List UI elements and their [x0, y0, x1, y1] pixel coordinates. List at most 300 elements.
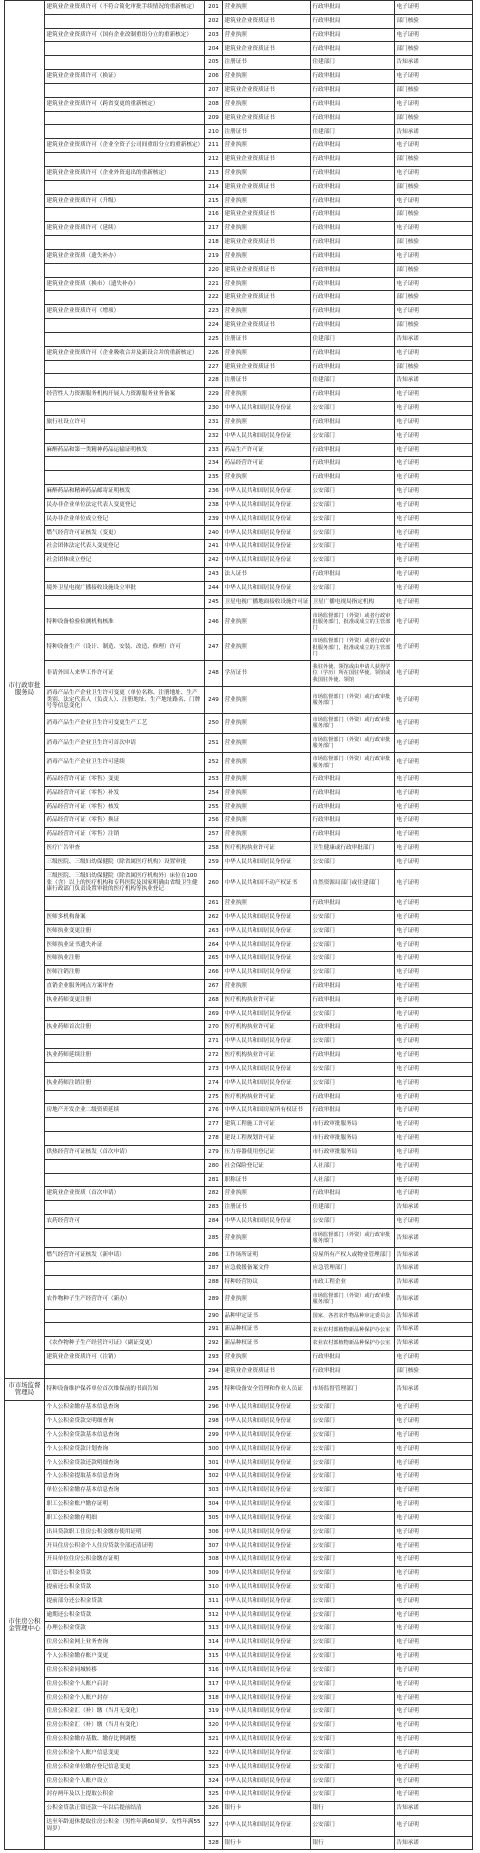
material-cell: 药品生产许可证 — [223, 443, 311, 457]
table-row — [5, 1323, 473, 1337]
verification-method-cell: 电子证明 — [395, 910, 473, 924]
issuing-authority-cell: 行政审批局 — [311, 1351, 395, 1365]
verification-method-cell: 电子证明 — [395, 1816, 473, 1837]
material-cell: 营业执照 — [223, 222, 311, 236]
verification-method-cell: 电子证明 — [395, 1774, 473, 1788]
material-cell: 中华人民共和国居民身份证 — [223, 402, 311, 416]
verification-method-cell: 电子证明 — [395, 1650, 473, 1664]
verification-method-cell: 电子证明 — [395, 635, 473, 661]
verification-method-cell: 电子证明 — [395, 1187, 473, 1201]
material-cell: 建筑业企业资质证书 — [223, 360, 311, 374]
serial-number-cell: 318 — [205, 1691, 223, 1705]
table-row — [5, 567, 473, 581]
table-row — [5, 1608, 473, 1622]
verification-method-cell: 部门核验 — [395, 263, 473, 277]
issuing-authority-cell: 公安部门 — [311, 1774, 395, 1788]
issuing-authority-cell: 市行政审批服务局 — [311, 1132, 395, 1146]
serial-number-cell: 205 — [205, 56, 223, 70]
table-row — [5, 800, 473, 814]
serial-number-cell: 280 — [205, 1159, 223, 1173]
item-name-cell: 民办非企业单位成立登记 — [45, 512, 205, 526]
table-row — [5, 125, 473, 139]
verification-method-cell: 电子证明 — [395, 938, 473, 952]
verification-method-cell: 电子证明 — [395, 1118, 473, 1132]
verification-method-cell: 电子证明 — [395, 1705, 473, 1719]
serial-number-cell: 326 — [205, 1802, 223, 1816]
item-name-cell: 社会团体成立登记 — [45, 554, 205, 568]
verification-method-cell: 电子证明 — [395, 1414, 473, 1428]
item-name-cell: 个人公积金缴存基本信息查询 — [45, 1401, 205, 1415]
table-row — [5, 581, 473, 595]
item-name-cell: 旅行社设立许可 — [45, 415, 205, 429]
verification-method-cell: 电子证明 — [395, 1580, 473, 1594]
table-row — [5, 686, 473, 713]
issuing-authority-cell: 卫星广播电视局指定机构 — [311, 595, 395, 609]
serial-number-cell: 315 — [205, 1650, 223, 1664]
issuing-authority-cell: 农业农村部植物新品种保护办公室 — [311, 1337, 395, 1351]
verification-method-cell: 电子证明 — [395, 1788, 473, 1802]
table-row — [5, 332, 473, 346]
item-name-cell: 正常还公积金贷款 — [45, 1567, 205, 1581]
serial-number-cell: 236 — [205, 484, 223, 498]
issuing-authority-cell: 公安部门 — [311, 1497, 395, 1511]
serial-number-cell: 305 — [205, 1511, 223, 1525]
material-cell: 中华人民共和国不动产权证书 — [223, 869, 311, 896]
issuing-authority-cell: 公安部门 — [311, 1746, 395, 1760]
issuing-authority-cell: 行政审批局 — [311, 828, 395, 842]
verification-method-cell: 电子证明 — [395, 814, 473, 828]
item-name-cell — [45, 374, 205, 388]
serial-number-cell: 227 — [205, 360, 223, 374]
verification-method-cell: 告知承诺 — [395, 1836, 473, 1850]
issuing-authority-cell: 行政审批局 — [311, 360, 395, 374]
material-cell: 营业执照 — [223, 772, 311, 786]
item-name-cell — [45, 1062, 205, 1076]
verification-method-cell: 部门核验 — [395, 83, 473, 97]
issuing-authority-cell: 行政审批局 — [311, 194, 395, 208]
table-row — [5, 277, 473, 291]
material-cell: 中华人民共和国居民身份证 — [223, 429, 311, 443]
item-name-cell: 建筑业企业资质许可（企业外资退出的重新核定） — [45, 166, 205, 180]
verification-method-cell: 告知承诺 — [395, 1228, 473, 1248]
table-row — [5, 1746, 473, 1760]
serial-number-cell: 247 — [205, 635, 223, 661]
table-row — [5, 1201, 473, 1215]
material-cell: 营业执照 — [223, 1228, 311, 1248]
material-cell: 医疗机构执业许可证 — [223, 1090, 311, 1104]
material-cell: 建筑业企业资质证书 — [223, 319, 311, 333]
serial-number-cell: 328 — [205, 1836, 223, 1850]
issuing-authority-cell: 住建部门 — [311, 56, 395, 70]
serial-number-cell: 273 — [205, 1062, 223, 1076]
verification-method-cell: 电子证明 — [395, 1497, 473, 1511]
serial-number-cell: 303 — [205, 1484, 223, 1498]
serial-number-cell: 266 — [205, 966, 223, 980]
item-name-cell — [45, 595, 205, 609]
verification-method-cell: 电子证明 — [395, 1567, 473, 1581]
table-row — [5, 1705, 473, 1719]
issuing-authority-cell: 行政审批局 — [311, 180, 395, 194]
item-name-cell — [45, 1323, 205, 1337]
verification-method-cell: 电子证明 — [395, 609, 473, 635]
item-name-cell: 建筑业企业资质许可（企业全资子公司间重组分立的重新核定） — [45, 139, 205, 153]
verification-method-cell: 电子证明 — [395, 1677, 473, 1691]
serial-number-cell: 294 — [205, 1364, 223, 1378]
verification-method-cell: 电子证明 — [395, 1159, 473, 1173]
item-name-cell: 建筑业企业资质（换市）（遗失补办） — [45, 277, 205, 291]
issuing-authority-cell: 行政审批局 — [311, 83, 395, 97]
item-name-cell — [45, 263, 205, 277]
table-row — [5, 1816, 473, 1837]
serial-number-cell: 288 — [205, 1276, 223, 1290]
item-name-cell: 单位公积金缴存基本信息查询 — [45, 1484, 205, 1498]
issuing-authority-cell: 行政审批局 — [311, 772, 395, 786]
serial-number-cell: 268 — [205, 993, 223, 1007]
verification-method-cell: 电子证明 — [395, 1691, 473, 1705]
verification-method-cell: 电子证明 — [395, 402, 473, 416]
issuing-authority-cell: 行政审批局 — [311, 1049, 395, 1063]
issuing-authority-cell: 公安部门 — [311, 1035, 395, 1049]
table-row — [5, 153, 473, 167]
verification-method-cell: 电子证明 — [395, 443, 473, 457]
material-cell: 工作场所证明 — [223, 1248, 311, 1262]
item-name-cell: 直销企业服务网点方案审查 — [45, 979, 205, 993]
verification-method-cell: 电子证明 — [395, 1401, 473, 1415]
issuing-authority-cell: 市行政审批服务局 — [311, 1145, 395, 1159]
material-cell: 注册证书 — [223, 56, 311, 70]
table-row — [5, 388, 473, 402]
item-name-cell: 特种设备维护保养单位首次维保前的书面告知 — [45, 1378, 205, 1401]
issuing-authority-cell: 公安部门 — [311, 402, 395, 416]
serial-number-cell: 265 — [205, 952, 223, 966]
issuing-authority-cell: 农业农村部植物新品种保护办公室 — [311, 1323, 395, 1337]
material-cell: 中华人民共和国居民身份证 — [223, 1428, 311, 1442]
verification-method-cell: 部门核验 — [395, 236, 473, 250]
material-cell: 营业执照 — [223, 139, 311, 153]
table-row — [5, 772, 473, 786]
verification-method-cell: 电子证明 — [395, 526, 473, 540]
verification-method-cell: 告知承诺 — [395, 56, 473, 70]
material-cell: 医疗机构执业许可证 — [223, 1021, 311, 1035]
verification-method-cell: 电子证明 — [395, 800, 473, 814]
item-name-cell: 住房公积金个人账户设立 — [45, 1774, 205, 1788]
serial-number-cell: 285 — [205, 1228, 223, 1248]
material-cell: 营业执照 — [223, 346, 311, 360]
serial-number-cell: 242 — [205, 554, 223, 568]
verification-method-cell: 部门核验 — [395, 153, 473, 167]
serial-number-cell: 283 — [205, 1201, 223, 1215]
table-row — [5, 1525, 473, 1539]
material-cell: 中华人民共和国居民身份证 — [223, 1691, 311, 1705]
verification-method-cell: 电子证明 — [395, 415, 473, 429]
serial-number-cell: 262 — [205, 910, 223, 924]
issuing-authority-cell: 行政审批局 — [311, 319, 395, 333]
issuing-authority-cell: 行政审批局 — [311, 1187, 395, 1201]
material-cell: 新品种权证书 — [223, 1323, 311, 1337]
serial-number-cell: 322 — [205, 1746, 223, 1760]
issuing-authority-cell: 应急管理部门 — [311, 1262, 395, 1276]
material-cell: 营业执照 — [223, 896, 311, 910]
table-row — [5, 1351, 473, 1365]
table-row — [5, 1248, 473, 1262]
serial-number-cell: 246 — [205, 609, 223, 635]
serial-number-cell: 321 — [205, 1733, 223, 1747]
item-name-cell — [45, 1159, 205, 1173]
verification-method-cell: 告知承诺 — [395, 1289, 473, 1309]
serial-number-cell: 226 — [205, 346, 223, 360]
material-cell: 营业执照 — [223, 814, 311, 828]
item-name-cell — [45, 1262, 205, 1276]
table-row — [5, 471, 473, 485]
serial-number-cell: 287 — [205, 1262, 223, 1276]
material-cell: 中华人民共和国居民身份证 — [223, 1567, 311, 1581]
material-cell: 药品经营许可证 — [223, 457, 311, 471]
serial-number-cell: 206 — [205, 70, 223, 84]
serial-number-cell: 256 — [205, 814, 223, 828]
table-row — [5, 869, 473, 896]
serial-number-cell: 279 — [205, 1145, 223, 1159]
issuing-authority-cell: 公安部门 — [311, 1470, 395, 1484]
verification-method-cell: 电子证明 — [395, 139, 473, 153]
issuing-authority-cell: 市行政审批服务局 — [311, 1118, 395, 1132]
serial-number-cell: 219 — [205, 249, 223, 263]
table-row — [5, 374, 473, 388]
material-cell: 营业执照 — [223, 305, 311, 319]
issuing-authority-cell: 公安部门 — [311, 1594, 395, 1608]
issuing-authority-cell: 公安部门 — [311, 1007, 395, 1021]
material-cell: 法人证书 — [223, 567, 311, 581]
serial-number-cell: 243 — [205, 567, 223, 581]
issuing-authority-cell: 住建部门 — [311, 125, 395, 139]
verification-method-cell: 部门核验 — [395, 111, 473, 125]
issuing-authority-cell: 行政审批局 — [311, 800, 395, 814]
issuing-authority-cell: 行政审批局 — [311, 993, 395, 1007]
verification-method-cell: 电子证明 — [395, 686, 473, 713]
verification-method-cell: 电子证明 — [395, 1525, 473, 1539]
material-cell: 营业执照 — [223, 28, 311, 42]
material-cell: 中华人民共和国居民身份证 — [223, 1760, 311, 1774]
serial-number-cell: 327 — [205, 1816, 223, 1837]
verification-method-cell: 电子证明 — [395, 842, 473, 856]
material-cell: 中华人民共和国居民身份证 — [223, 1035, 311, 1049]
issuing-authority-cell: 市场监督管理部门 — [311, 1378, 395, 1401]
item-name-cell — [45, 236, 205, 250]
material-cell: 注册证书 — [223, 332, 311, 346]
issuing-authority-cell: 市场监督部门（外资）或行政审批服务部门 — [311, 733, 395, 753]
issuing-authority-cell: 公安部门 — [311, 1622, 395, 1636]
issuing-authority-cell: 公安部门 — [311, 1705, 395, 1719]
serial-number-cell: 304 — [205, 1497, 223, 1511]
material-cell: 中华人民共和国居民身份证 — [223, 1007, 311, 1021]
verification-method-cell: 电子证明 — [395, 484, 473, 498]
table-row — [5, 938, 473, 952]
serial-number-cell: 253 — [205, 772, 223, 786]
item-name-cell — [45, 153, 205, 167]
table-row — [5, 1788, 473, 1802]
item-name-cell: 封存两年及以上提取公积金 — [45, 1788, 205, 1802]
material-cell: 中华人民共和国房屋所有权证书 — [223, 1104, 311, 1118]
serial-number-cell: 267 — [205, 979, 223, 993]
item-name-cell: 农药经营许可 — [45, 1215, 205, 1229]
serial-number-cell: 314 — [205, 1636, 223, 1650]
verification-method-cell: 告知承诺 — [395, 125, 473, 139]
item-name-cell: 开具住房公积金个人住房贷款全部还清证明 — [45, 1539, 205, 1553]
material-cell: 中华人民共和国居民身份证 — [223, 554, 311, 568]
verification-method-cell: 电子证明 — [395, 1484, 473, 1498]
table-row — [5, 1090, 473, 1104]
verification-method-cell: 电子证明 — [395, 1090, 473, 1104]
issuing-authority-cell: 行政审批局 — [311, 471, 395, 485]
material-cell: 中华人民共和国居民身份证 — [223, 1062, 311, 1076]
verification-method-cell: 电子证明 — [395, 786, 473, 800]
item-name-cell: 消毒产品生产企业卫生许可延续 — [45, 753, 205, 773]
verification-method-cell: 电子证明 — [395, 869, 473, 896]
serial-number-cell: 248 — [205, 661, 223, 687]
item-name-cell — [45, 360, 205, 374]
verification-method-cell: 部门核验 — [395, 14, 473, 28]
item-name-cell: 消毒产品生产企业卫生许可变更（单位名称、注册地址、生产类别、法定代表人（负责人）、注册地址、生产地址路名、门牌号等信息变化） — [45, 686, 205, 713]
verification-method-cell: 电子证明 — [395, 1539, 473, 1553]
issuing-authority-cell: 市政工程企业 — [311, 1276, 395, 1290]
table-row — [5, 842, 473, 856]
item-name-cell: 医师多机构备案 — [45, 910, 205, 924]
serial-number-cell: 214 — [205, 180, 223, 194]
material-cell: 营业执照 — [223, 733, 311, 753]
serial-number-cell: 306 — [205, 1525, 223, 1539]
material-cell: 新品种权证书 — [223, 1337, 311, 1351]
verification-method-cell: 电子证明 — [395, 540, 473, 554]
serial-number-cell: 228 — [205, 374, 223, 388]
issuing-authority-cell: 行政审批局 — [311, 388, 395, 402]
item-name-cell: 建筑业企业资质（首次申请） — [45, 1187, 205, 1201]
verification-method-cell: 电子证明 — [395, 567, 473, 581]
material-cell: 营业执照 — [223, 1187, 311, 1201]
issuing-authority-cell: 公安部门 — [311, 1816, 395, 1837]
material-cell: 中华人民共和国居民身份证 — [223, 498, 311, 512]
material-cell: 银行卡 — [223, 1802, 311, 1816]
serial-number-cell: 301 — [205, 1456, 223, 1470]
item-name-cell: 个人公积金提取基本信息查询 — [45, 1470, 205, 1484]
serial-number-cell: 211 — [205, 139, 223, 153]
material-cell: 中华人民共和国居民身份证 — [223, 1539, 311, 1553]
table-row — [5, 1636, 473, 1650]
issuing-authority-cell: 市场监督部门（外资）或行政审批服务部门 — [311, 753, 395, 773]
material-cell: 营业执照 — [223, 249, 311, 263]
item-name-cell: 住房公积金同城转移 — [45, 1663, 205, 1677]
table-row — [5, 111, 473, 125]
material-cell: 建筑业企业资质证书 — [223, 236, 311, 250]
material-cell: 建筑业企业资质证书 — [223, 153, 311, 167]
verification-method-cell: 电子证明 — [395, 1622, 473, 1636]
item-name-cell: 建筑业企业资质许可（国有企业改制重组分立的重新核定） — [45, 28, 205, 42]
verification-method-cell: 电子证明 — [395, 896, 473, 910]
material-cell: 医疗机构执业许可证 — [223, 993, 311, 1007]
material-cell: 中华人民共和国居民身份证 — [223, 1525, 311, 1539]
item-name-cell: 个人公积金贷款基本信息查询 — [45, 1428, 205, 1442]
material-cell: 建筑业企业资质证书 — [223, 208, 311, 222]
issuing-authority-cell: 国家、各省农作物品种审定委员会 — [311, 1309, 395, 1323]
verification-method-cell: 电子证明 — [395, 457, 473, 471]
material-cell: 中华人民共和国居民身份证 — [223, 1705, 311, 1719]
serial-number-cell: 251 — [205, 733, 223, 753]
item-name-cell: 民办非企业单位法定代表人变更登记 — [45, 498, 205, 512]
table-row — [5, 993, 473, 1007]
item-name-cell: 建筑业企业资质许可（企业吸收合并及新设合并的重新核定） — [45, 346, 205, 360]
issuing-authority-cell: 公安部门 — [311, 1580, 395, 1594]
verification-method-cell: 电子证明 — [395, 952, 473, 966]
verification-method-cell: 电子证明 — [395, 1608, 473, 1622]
material-cell: 营业执照 — [223, 1351, 311, 1365]
issuing-authority-cell: 房屋所有产权人或物业管理部门 — [311, 1248, 395, 1262]
table-row — [5, 1118, 473, 1132]
material-cell: 银行卡 — [223, 1836, 311, 1850]
serial-number-cell: 217 — [205, 222, 223, 236]
verification-method-cell: 电子证明 — [395, 855, 473, 869]
verification-method-cell: 告知承诺 — [395, 1276, 473, 1290]
table-row — [5, 609, 473, 635]
material-cell: 中华人民共和国居民身份证 — [223, 952, 311, 966]
material-cell: 职称证书 — [223, 1173, 311, 1187]
material-cell: 营业执照 — [223, 277, 311, 291]
item-name-cell: 医师执业变更注册 — [45, 924, 205, 938]
serial-number-cell: 275 — [205, 1090, 223, 1104]
material-cell: 建筑业企业资质证书 — [223, 83, 311, 97]
issuing-authority-cell: 公安部门 — [311, 526, 395, 540]
serial-number-cell: 311 — [205, 1594, 223, 1608]
material-cell: 中华人民共和国居民身份证 — [223, 1456, 311, 1470]
verification-method-cell: 电子证明 — [395, 1007, 473, 1021]
table-row — [5, 1553, 473, 1567]
material-cell: 中华人民共和国居民身份证 — [223, 1497, 311, 1511]
table-row — [5, 70, 473, 84]
table-row — [5, 714, 473, 734]
item-name-cell: 提前还公积金贷款 — [45, 1580, 205, 1594]
material-cell: 营业执照 — [223, 194, 311, 208]
issuing-authority-cell: 公安部门 — [311, 1062, 395, 1076]
verification-method-cell: 电子证明 — [395, 222, 473, 236]
table-row — [5, 595, 473, 609]
verification-method-cell: 告知承诺 — [395, 1378, 473, 1401]
material-cell: 营业执照 — [223, 70, 311, 84]
material-cell: 建筑业企业资质证书 — [223, 263, 311, 277]
material-cell: 中华人民共和国居民身份证 — [223, 1594, 311, 1608]
issuing-authority-cell: 公安部门 — [311, 484, 395, 498]
issuing-authority-cell: 公安部门 — [311, 1215, 395, 1229]
serial-number-cell: 201 — [205, 1, 223, 15]
material-cell: 建筑业企业资质证书 — [223, 1364, 311, 1378]
serial-number-cell: 210 — [205, 125, 223, 139]
verification-method-cell: 部门核验 — [395, 319, 473, 333]
material-cell: 建筑业企业资质证书 — [223, 14, 311, 28]
verification-method-cell: 电子证明 — [395, 194, 473, 208]
issuing-authority-cell: 行政审批局 — [311, 166, 395, 180]
issuing-authority-cell: 行政审批局 — [311, 28, 395, 42]
material-cell: 建筑业企业资质证书 — [223, 180, 311, 194]
issuing-authority-cell: 行政审批局 — [311, 814, 395, 828]
table-row — [5, 222, 473, 236]
material-cell: 注册证书 — [223, 1201, 311, 1215]
item-name-cell: 三级医院、三级妇幼保健院（除省属医疗机构）设置审批 — [45, 855, 205, 869]
verification-method-cell: 告知承诺 — [395, 374, 473, 388]
serial-number-cell: 213 — [205, 166, 223, 180]
material-cell: 中华人民共和国居民身份证 — [223, 1401, 311, 1415]
issuing-authority-cell: 行政审批局 — [311, 457, 395, 471]
issuing-authority-cell: 行政审批局 — [311, 1364, 395, 1378]
table-row — [5, 526, 473, 540]
serial-number-cell: 282 — [205, 1187, 223, 1201]
verification-method-cell: 电子证明 — [395, 1456, 473, 1470]
table-row — [5, 1650, 473, 1664]
